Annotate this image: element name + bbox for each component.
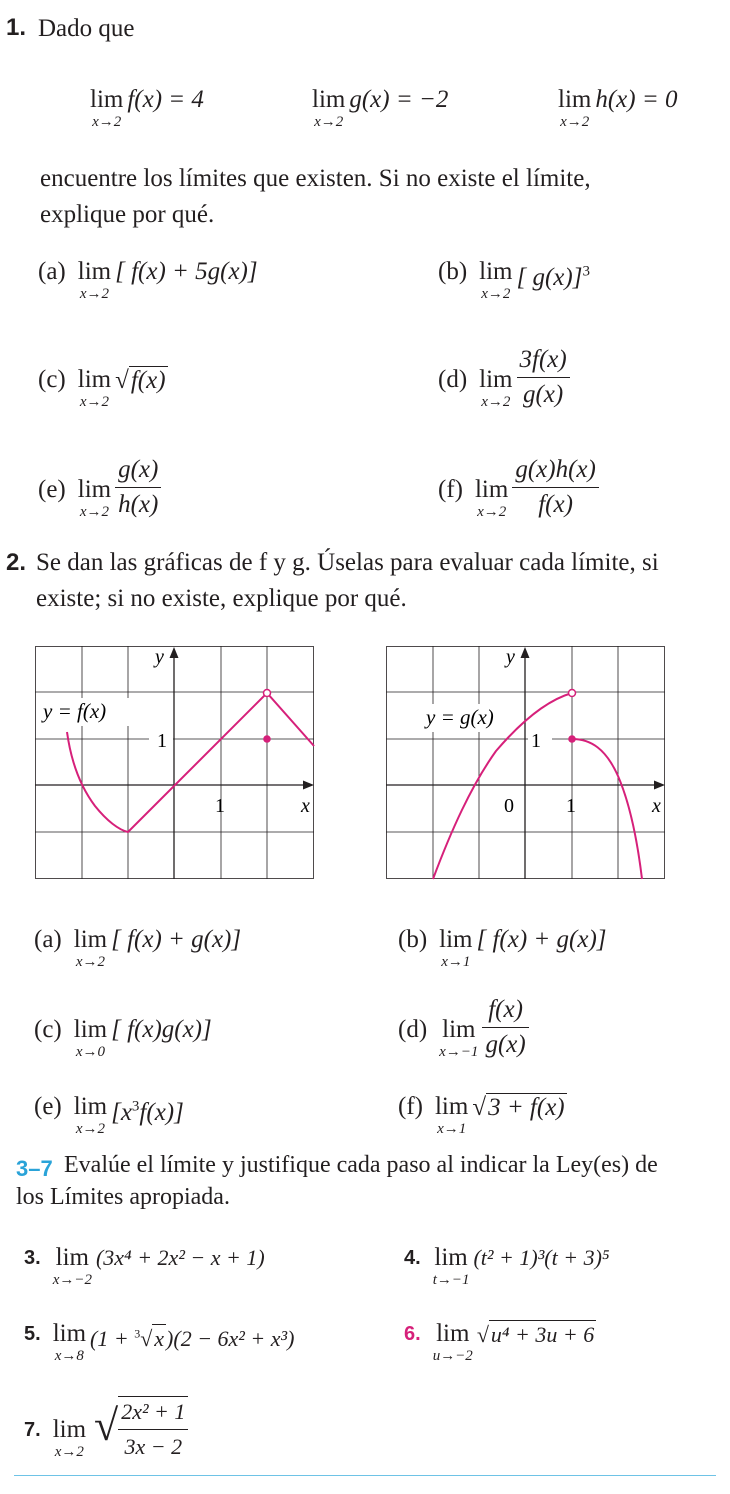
problem-1-part-e: (e) lim x→2 $\frac{g(x)}{h(x)}$ [38, 455, 161, 520]
problem-2-number: 2. [6, 549, 27, 576]
graph-g-xlab: x [652, 795, 661, 817]
graph-g-label: y = g(x) [426, 705, 494, 729]
problem-2-part-d: (d) lim x→−1 $\frac{f(x)}{g(x)}$ [398, 995, 529, 1060]
graph-f-x-arrow [303, 781, 314, 790]
graph-f-open-point [264, 690, 271, 697]
given-limit-f: lim x→2 f(x) = 4 [90, 86, 204, 130]
problem-1-part-a: (a) lim x→2 [ f(x) + 5g(x)] [38, 258, 258, 302]
problem-1-intro: Dado que [38, 15, 135, 42]
graph-g-ylab: y [506, 646, 515, 668]
graph-f [35, 646, 315, 885]
problem-2-part-e: (e) lim x→2 $[x^3f(x)]$ [34, 1093, 184, 1137]
section-3-7-line-1: Evalúe el límite y justifique cada paso al indicar la Ley(es) de [64, 1152, 658, 1178]
problem-1-instruction-1: encuentre los límites que existen. Si no existe el límite, [40, 165, 591, 192]
graph-g-origin: 0 [504, 795, 514, 817]
problem-1-number: 1. [6, 14, 27, 41]
exercise-5: 5. lim x→8 (1 + $^3$√x)(2 − 6x² + x³) [24, 1320, 295, 1364]
graph-f-y-arrow [170, 647, 179, 658]
graph-g-tick-y: 1 [531, 730, 541, 752]
problem-2-line-2: existe; si no existe, explique por qué. [36, 585, 407, 612]
problem-2-part-f: (f) lim x→1 √3 + f(x) [398, 1093, 565, 1137]
problem-2-part-b: (b) lim x→1 [ f(x) + g(x)] [398, 926, 607, 970]
graph-g-x-arrow [654, 781, 665, 790]
graph-f-solid-point [263, 735, 271, 743]
graph-g-right-branch [572, 739, 642, 879]
graph-f-tick-y: 1 [157, 730, 167, 752]
graph-g-y-arrow [521, 647, 530, 658]
exercise-3: 3. lim x→−2 (3x⁴ + 2x² − x + 1) [24, 1244, 265, 1288]
graph-f-tick-x: 1 [215, 795, 225, 817]
problem-1-part-f: (f) lim x→2 $\frac{g(x)h(x)}{f(x)}$ [438, 455, 599, 520]
section-3-7-line-2: los Límites apropiada. [16, 1184, 230, 1210]
graph-g-open-point [569, 690, 576, 697]
problem-2-part-c: (c) lim x→0 [ f(x)g(x)] [34, 1016, 212, 1060]
graph-f-xlab: x [301, 795, 310, 817]
problem-1-part-c: (c) lim x→2 √f(x) [38, 366, 166, 410]
given-limit-g: lim x→2 g(x) = −2 [312, 86, 449, 130]
problem-1-instruction-2: explique por qué. [40, 201, 215, 228]
graph-g-tick-x: 1 [566, 795, 576, 817]
exercise-6: 6. lim u→−2 √u⁴ + 3u + 6 [404, 1320, 595, 1364]
graph-f-ylab: y [155, 646, 164, 668]
graph-g-solid-point [568, 735, 576, 743]
problem-1-part-d: (d) lim x→2 $\frac{3f(x)}{g(x)}$ [438, 345, 570, 410]
problem-2-line-1: Se dan las gráficas de f y g. Úselas para evaluar cada límite, si [36, 549, 659, 576]
problem-1-part-b: (b) lim x→2 [ g(x)]$^3$ [438, 258, 590, 302]
exercise-4: 4. lim t→−1 (t² + 1)³(t + 3)⁵ [404, 1244, 610, 1288]
exercise-7: 7. lim x→2 √ $\frac{\text{2x² + 1}}{3x - 2}$ [24, 1394, 188, 1462]
given-limit-h: lim x→2 h(x) = 0 [558, 86, 678, 130]
section-3-7-range: 3–7 [16, 1156, 53, 1181]
bottom-rule [14, 1475, 716, 1476]
graph-f-label: y = f(x) [43, 699, 107, 723]
problem-2-part-a: (a) lim x→2 [ f(x) + g(x)] [34, 926, 242, 970]
graph-g [386, 646, 666, 885]
